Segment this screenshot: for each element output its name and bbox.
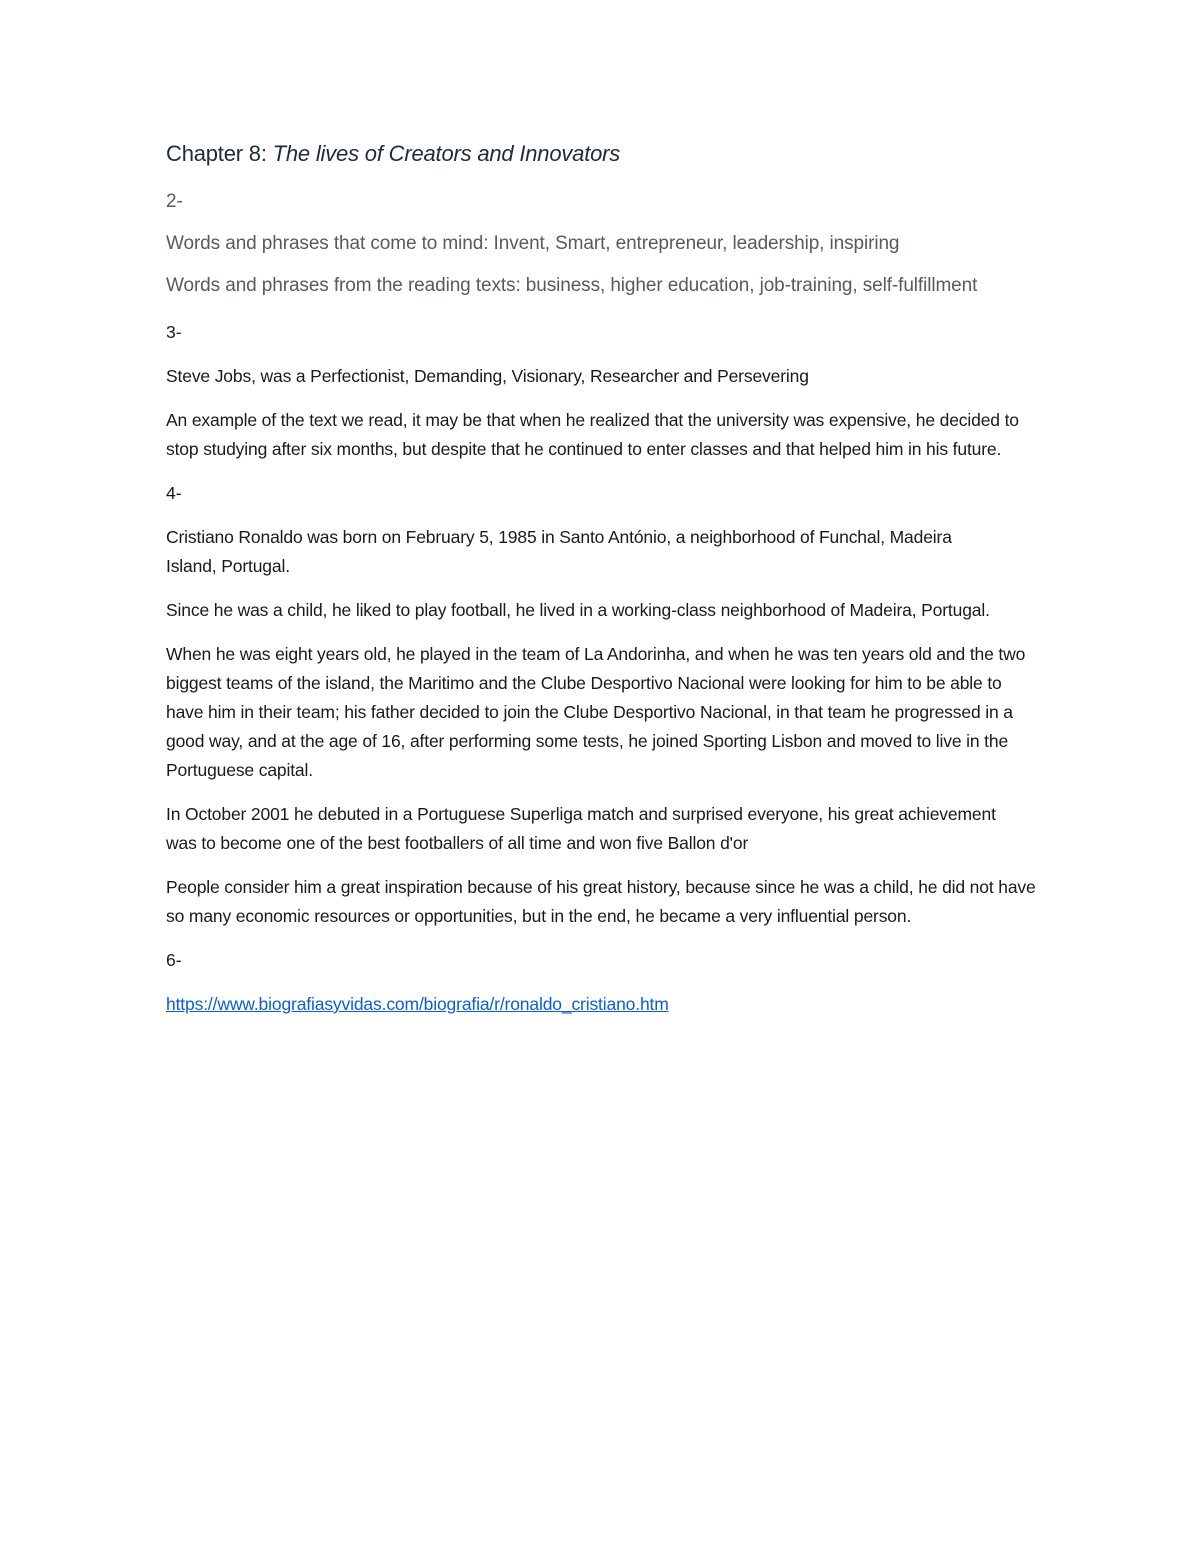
section-4-paragraph-4: In October 2001 he debuted in a Portuguese Superliga match and surprised everyone, his great achievement was to become one of the best footballers of all time and won five Ballon d'or bbox=[166, 804, 996, 853]
section-2-words-mind: Words and phrases that come to mind: Invent, Smart, entrepreneur, leadership, inspiring bbox=[166, 233, 900, 254]
section-4-paragraph-5: People consider him a great inspiration because of his great history, because since he was a child, he did not have so many economic resources or opportunities, but in the end, he became a very influential person. bbox=[166, 877, 1036, 926]
document-body bbox=[166, 138, 1046, 1019]
section-4-paragraph-2: Since he was a child, he liked to play football, he lived in a working-class neighborhood of Madeira, Portugal. bbox=[166, 600, 990, 620]
section-6-number: 6- bbox=[166, 950, 182, 970]
title-prefix: Chapter 8: bbox=[166, 141, 273, 166]
source-link[interactable]: https://www.biografiasyvidas.com/biografia/r/ronaldo_cristiano.htm bbox=[166, 994, 669, 1014]
section-4-number: 4- bbox=[166, 483, 182, 503]
page-title bbox=[166, 138, 1046, 170]
section-4-paragraph-1: Cristiano Ronaldo was born on February 5, 1985 in Santo António, a neighborhood of Funchal, Madeira Island, Portugal. bbox=[166, 527, 952, 576]
section-3-paragraph-1: Steve Jobs, was a Perfectionist, Demanding, Visionary, Researcher and Persevering bbox=[166, 366, 809, 386]
title-italic: The lives of Creators and Innovators bbox=[272, 141, 621, 166]
section-3-paragraph-2: An example of the text we read, it may be that when he realized that the university was expensive, he decided to stop studying after six months, but despite that he continued to enter classes and that helped him in his future. bbox=[166, 410, 1019, 459]
section-6-link-line bbox=[166, 990, 1046, 1019]
section-2-number: 2- bbox=[166, 191, 183, 212]
section-3-number: 3- bbox=[166, 322, 182, 342]
section-2-words-reading: Words and phrases from the reading texts: business, higher education, job-training, self-fulfillment bbox=[166, 275, 978, 296]
section-4-paragraph-3: When he was eight years old, he played in the team of La Andorinha, and when he was ten years old and the two biggest teams of the island, the Maritimo and the Clube Desportivo Nacional were looking for him to be able to have him in their team; his father decided to join the Clube Desportivo Nacional, in that team he progressed in a good way, and at the age of 16, after performing some tests, he joined Sporting Lisbon and moved to live in the Portuguese capital. bbox=[166, 644, 1026, 780]
